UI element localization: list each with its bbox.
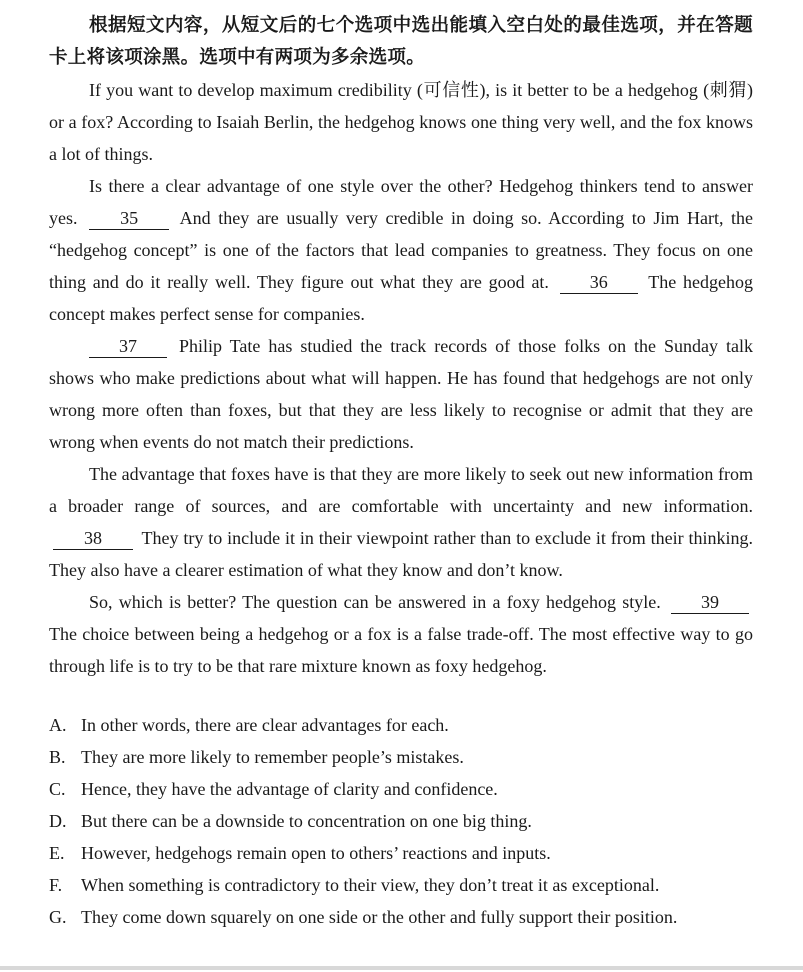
blank-35: 35 — [89, 207, 169, 230]
option-text: When something is contradictory to their view, they don’t treat it as exceptional. — [81, 875, 660, 895]
option-text: However, hedgehogs remain open to others’ reactions and inputs. — [81, 843, 551, 863]
paragraph-3-text: Philip Tate has studied the track records of those folks on the Sunday talk shows who make predictions about what will happen. He has found that hedgehogs are not only wrong more often than foxes, but that they are less likely to recognise or admit that they are wrong when events do not match their predictions. — [49, 336, 753, 452]
paragraph-5-text-a: So, which is better? The question can be answered in a foxy hedgehog style. — [89, 592, 661, 612]
blank-37: 37 — [89, 335, 167, 358]
paragraph-1: If you want to develop maximum credibility (可信性), is it better to be a hedgehog (刺猬) or a fox? According to Isaiah Berlin, the hedgehog knows one thing very well, and the fox knows a lot of things. — [49, 80, 753, 164]
option-text: But there can be a downside to concentration on one big thing. — [81, 811, 532, 831]
option-c — [49, 773, 753, 805]
page-bottom-divider — [0, 966, 803, 970]
paragraph-5 — [49, 586, 753, 682]
paragraph-2-text-a: Is there a clear advantage of one style over the other? Hedgehog thinkers tend to answer yes. — [49, 176, 753, 228]
option-f — [49, 869, 753, 901]
paragraph-2 — [49, 170, 753, 330]
answer-options — [49, 709, 753, 933]
paragraph-4-text-a: The advantage that foxes have is that they are more likely to seek out new information from a broader range of sources, and are comfortable with uncertainty and new information. — [49, 464, 753, 516]
paragraph-5-text-b: The choice between being a hedgehog or a fox is a false trade-off. The most effective way to go through life is to try to be that rare mixture known as foxy hedgehog. — [49, 624, 753, 676]
option-a — [49, 709, 753, 741]
task-instruction: 根据短文内容，从短文后的七个选项中选出能填入空白处的最佳选项，并在答题卡上将该项涂黑。选项中有两项为多余选项。 — [49, 15, 753, 68]
option-letter: E. — [49, 843, 65, 863]
option-text: They are more likely to remember people’s mistakes. — [81, 747, 464, 767]
blank-36: 36 — [560, 271, 638, 294]
option-text: They come down squarely on one side or the other and fully support their position. — [81, 907, 678, 927]
option-letter: G. — [49, 907, 67, 927]
option-d — [49, 805, 753, 837]
option-letter: C. — [49, 779, 66, 799]
paragraph-2-text-b: And they are usually very credible in doing so. According to Jim Hart, the “hedgehog concept” is one of the factors that lead companies to greatness. They focus on one thing and do it really well. They figure out what they are good at. — [49, 208, 754, 292]
paragraph-4-text-b: They try to include it in their viewpoint rather than to exclude it from their thinking. They also have a clearer estimation of what they know and don’t know. — [49, 528, 753, 580]
blank-38: 38 — [53, 527, 133, 550]
option-e — [49, 837, 753, 869]
option-letter: F. — [49, 875, 63, 895]
option-letter: A. — [49, 715, 67, 735]
option-g — [49, 901, 753, 933]
paragraph-4 — [49, 458, 753, 586]
paragraph-2-text-c: The hedgehog concept makes perfect sense for companies. — [49, 272, 753, 324]
option-letter: B. — [49, 747, 66, 767]
paragraph-3 — [49, 330, 753, 458]
blank-39: 39 — [671, 591, 749, 614]
option-b — [49, 741, 753, 773]
option-text: In other words, there are clear advantages for each. — [81, 715, 449, 735]
option-letter: D. — [49, 811, 67, 831]
option-text: Hence, they have the advantage of clarity and confidence. — [81, 779, 498, 799]
